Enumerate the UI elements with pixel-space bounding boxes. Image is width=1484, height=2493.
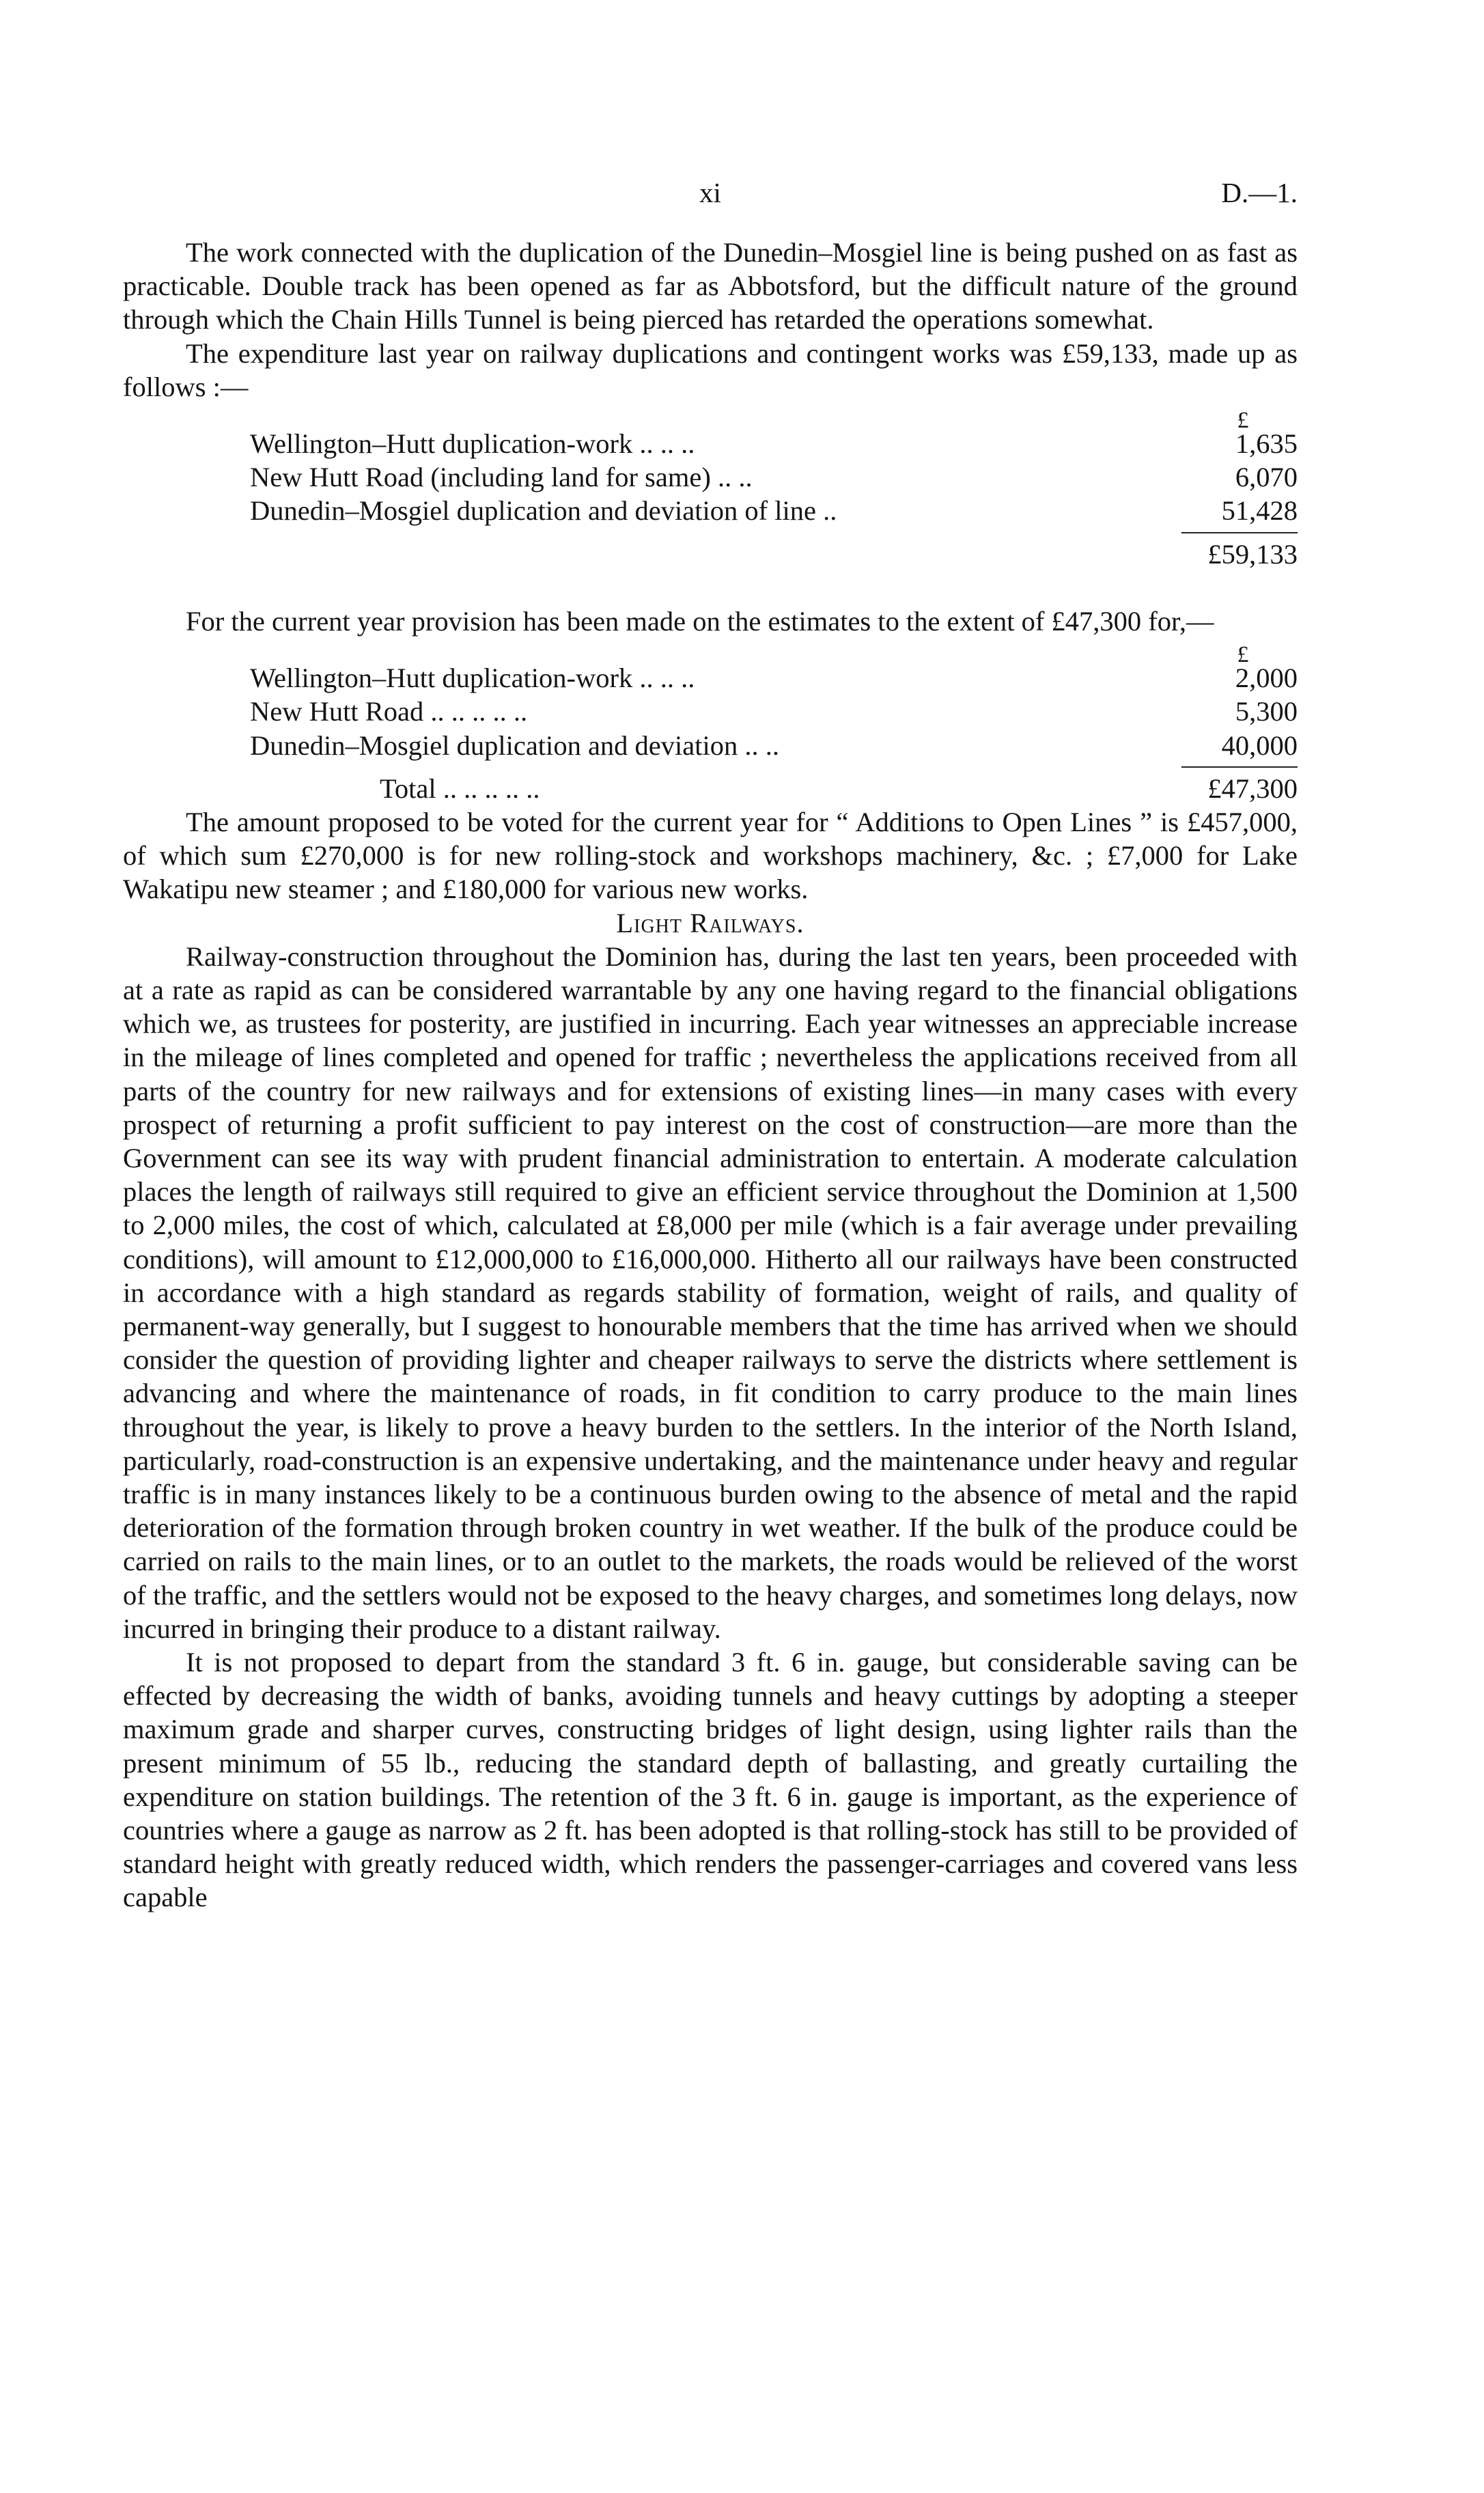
- paragraph-railway-construction: Railway-construction throughout the Dominion has, during the last ten years, been proceeded with at a rate as rapid as can be considered warrantable by any one having regard to the financial obligations which we, as trustees for posterity, are justified in incurring. Each year witnesses an appreciable increase in the mileage of lines completed and opened for traffic ; nevertheless the applications received from all parts of the country for new railways and for extensions of existing lines—in many cases with every prospect of returning a profit sufficient to pay interest on the cost of construction—are more than the Government can see its way with prudent financial administration to entertain. A moderate calculation places the length of railways still required to give an efficient service throughout the Dominion at 1,500 to 2,000 miles, the cost of which, calculated at £8,000 per mile (which is a fair average under prevailing conditions), will amount to £12,000,000 to £16,000,000. Hitherto all our railways have been constructed in accordance with a high standard as regards stability of formation, weight of rails, and quality of permanent-way generally, but I suggest to honourable members that the time has arrived when we should consider the question of providing lighter and cheaper railways to serve the districts where settlement is advancing and where the maintenance of roads, in fit condition to carry produce to the main lines throughout the year, is likely to prove a heavy burden to the settlers. In the interior of the North Island, particularly, road-construction is an expensive undertaking, and the maintenance under heavy and regular traffic is in many instances likely to be a continuous burden owing to the absence of metal and the rapid deterioration of the formation through broken country in wet weather. If the bulk of the produce could be carried on rails to the main lines, or to an outlet to the markets, the roads would be relieved of the worst of the traffic, and the settlers would not be exposed to the heavy charges, and sometimes long delays, now incurred in bringing their produce to a distant railway.: [123, 941, 1298, 1644]
- row-label: Wellington–Hutt duplication-work .. .. ..: [250, 428, 695, 460]
- section-heading: Light Railways.: [616, 907, 804, 938]
- sum-rule: [1181, 766, 1298, 772]
- provision-table: [250, 638, 1298, 805]
- table-row: [250, 494, 1298, 527]
- table-row: [250, 460, 1298, 494]
- table-row: [250, 427, 1298, 460]
- paragraph-current-year: For the current year provision has been made on the estimates to the extent of £47,300 for,—: [186, 605, 1214, 637]
- row-amount: 40,000: [1221, 729, 1298, 761]
- table-unit-row: [250, 638, 1298, 668]
- total-amount: £59,133: [1207, 538, 1298, 570]
- body-text: [123, 236, 1298, 1914]
- row-amount: 6,070: [1235, 462, 1298, 493]
- page-header: [123, 176, 1298, 217]
- expenditure-table: [250, 404, 1298, 571]
- currency-unit: £: [1237, 642, 1249, 668]
- row-amount: 51,428: [1221, 495, 1298, 527]
- total-label: Total .. .. .. .. ..: [380, 772, 540, 804]
- table-unit-row: [250, 404, 1298, 434]
- row-amount: 1,635: [1235, 428, 1298, 460]
- sum-rule: [1181, 532, 1298, 538]
- paragraph-additions: The amount proposed to be voted for the current year for “ Additions to Open Lines ” is £457,000, of which sum £270,000 is for new rolling-stock and workshops machinery, &c. ; £7,000 for Lake Wakatipu new steamer ; and £180,000 for various new works.: [123, 806, 1298, 905]
- row-amount: 2,000: [1235, 663, 1298, 694]
- row-label: Dunedin–Mosgiel duplication and deviation .. ..: [250, 729, 779, 761]
- document-reference: D.—1.: [1221, 177, 1298, 208]
- row-label: Dunedin–Mosgiel duplication and deviation of line ..: [250, 495, 837, 527]
- paragraph-expenditure: The expenditure last year on railway duplications and contingent works was £59,133, made up as follows :—: [123, 337, 1298, 402]
- page-number: xi: [699, 177, 721, 208]
- table-total-row: [250, 772, 1298, 805]
- table-row: [250, 661, 1298, 695]
- row-label: New Hutt Road .. .. .. .. ..: [250, 696, 528, 727]
- table-total-row: [250, 538, 1298, 571]
- table-row: [250, 695, 1298, 728]
- row-label: New Hutt Road (including land for same) .. ..: [250, 462, 753, 493]
- row-amount: 5,300: [1235, 696, 1298, 727]
- row-label: Wellington–Hutt duplication-work .. .. ..: [250, 663, 695, 694]
- total-amount: £47,300: [1207, 772, 1298, 804]
- table-row: [250, 729, 1298, 762]
- paragraph-duplication: The work connected with the duplication of the Dunedin–Mosgiel line is being pushed on as fast as practicable. Double track has been opened as far as Abbotsford, but the difficult nature of the ground through which the Chain Hills Tunnel is being pierced has retarded the operations somewhat.: [123, 237, 1298, 335]
- paragraph-gauge: It is not proposed to depart from the standard 3 ft. 6 in. gauge, but considerable saving can be effected by decreasing the width of banks, avoiding tunnels and heavy cuttings by adopting a steeper maximum grade and sharper curves, constructing bridges of light design, using lighter rails than the present minimum of 55 lb., reducing the standard depth of ballasting, and greatly curtailing the expenditure on station buildings. The retention of the 3 ft. 6 in. gauge is important, as the experience of countries where a gauge as narrow as 2 ft. has been adopted is that rolling-stock has still to be provided of standard height with greatly reduced width, which renders the passenger-carriages and covered vans less capable: [123, 1646, 1298, 1913]
- currency-unit: £: [1237, 408, 1249, 434]
